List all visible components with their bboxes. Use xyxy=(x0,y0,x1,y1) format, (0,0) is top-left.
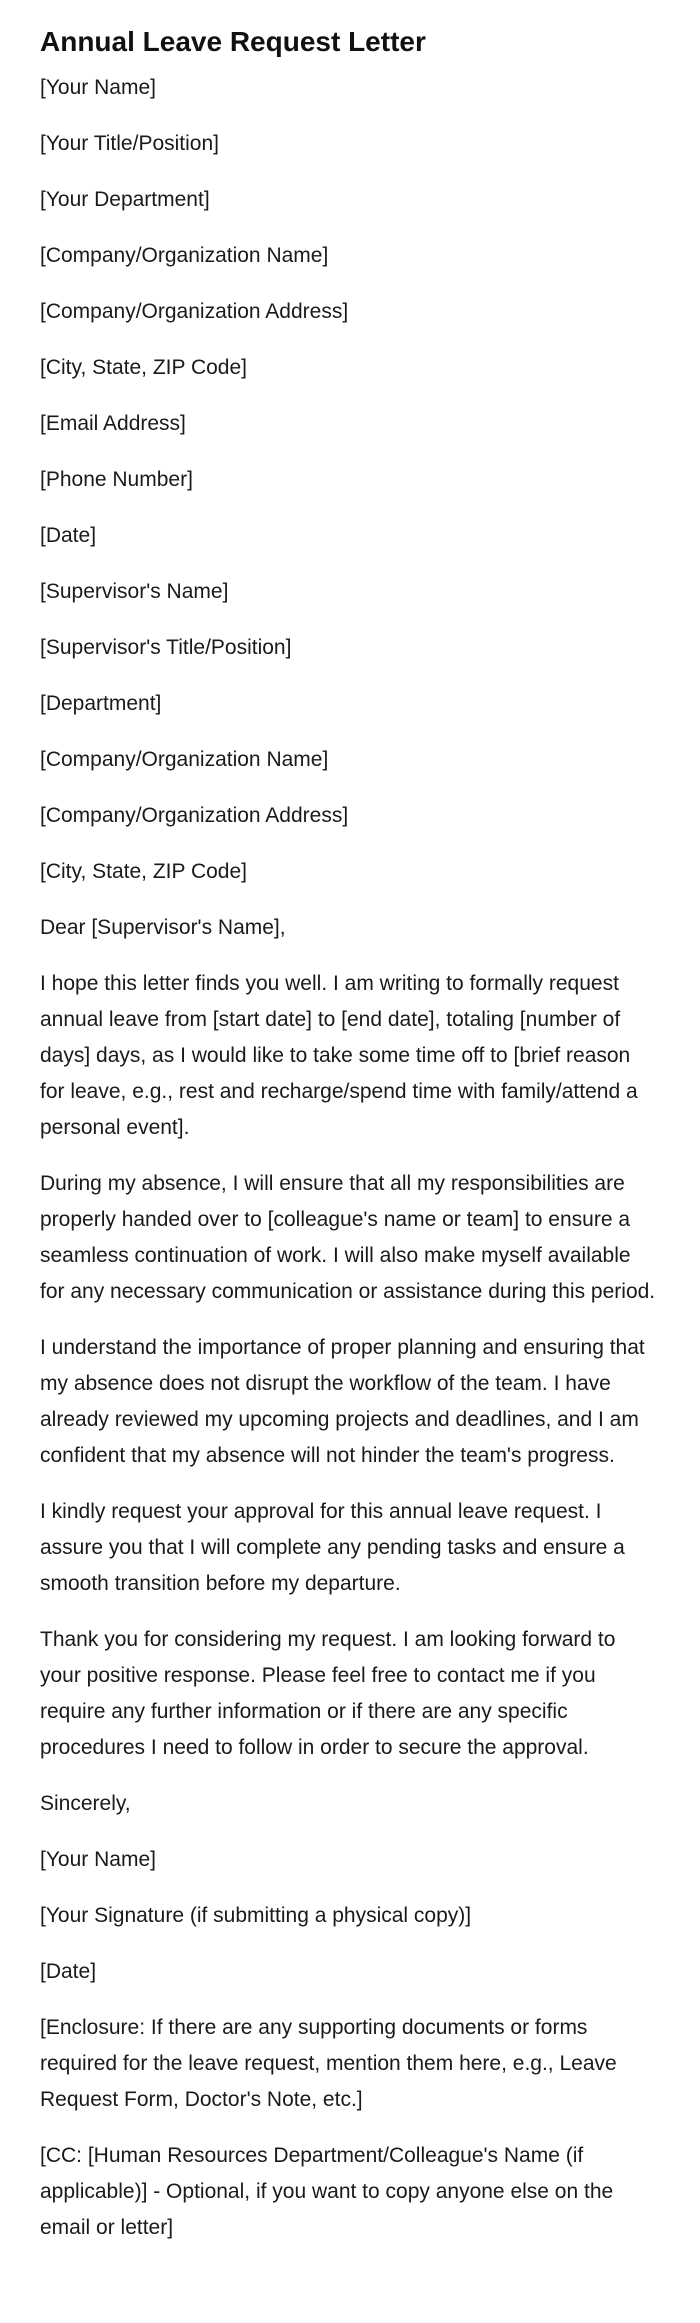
recipient-department: [Department] xyxy=(40,692,162,715)
sender-company: [Company/Organization Name] xyxy=(40,244,329,267)
page-title: Annual Leave Request Letter xyxy=(40,26,426,57)
valediction: Sincerely, xyxy=(40,1792,131,1815)
closing-name: [Your Name] xyxy=(40,1848,156,1871)
sender-title: [Your Title/Position] xyxy=(40,132,219,155)
body-paragraph: Thank you for considering my request. I am looking forward to your positive response. Please feel free to contact me if you require any further information or if there are any specific procedures I need to follow in order to secure the approval. xyxy=(40,1628,616,1759)
body-paragraph: During my absence, I will ensure that all my responsibilities are properly handed over to [colleague's name or team] to ensure a seamless continuation of work. I will also make myself available for any necessary communication or assistance during this period. xyxy=(40,1172,656,1303)
signature-placeholder: [Your Signature (if submitting a physical copy)] xyxy=(40,1904,472,1927)
sender-name: [Your Name] xyxy=(40,76,156,99)
recipient-block xyxy=(40,574,660,890)
sender-phone: [Phone Number] xyxy=(40,468,193,491)
recipient-address: [Company/Organization Address] xyxy=(40,804,349,827)
sender-block xyxy=(40,70,660,498)
sender-city: [City, State, ZIP Code] xyxy=(40,356,247,379)
enclosure-note: [Enclosure: If there are any supporting documents or forms required for the leave request, mention them here, e.g., Leave Request Form, Doctor's Note, etc.] xyxy=(40,2016,617,2111)
letter-date: [Date] xyxy=(40,524,97,547)
cc-note: [CC: [Human Resources Department/Colleague's Name (if applicable)] - Optional, if you want to copy anyone else on the email or letter] xyxy=(40,2144,614,2239)
body-paragraph: I kindly request your approval for this annual leave request. I assure you that I will complete any pending tasks and ensure a smooth transition before my departure. xyxy=(40,1500,625,1595)
sender-email: [Email Address] xyxy=(40,412,186,435)
closing-date: [Date] xyxy=(40,1960,97,1983)
recipient-title: [Supervisor's Title/Position] xyxy=(40,636,292,659)
recipient-company: [Company/Organization Name] xyxy=(40,748,329,771)
letter-body xyxy=(40,966,660,1766)
recipient-name: [Supervisor's Name] xyxy=(40,580,229,603)
recipient-city: [City, State, ZIP Code] xyxy=(40,860,247,883)
body-paragraph: I understand the importance of proper planning and ensuring that my absence does not disrupt the workflow of the team. I have already reviewed my upcoming projects and deadlines, and I am confident that my absence will not hinder the team's progress. xyxy=(40,1336,645,1467)
closing-block xyxy=(40,1786,660,1990)
sender-address: [Company/Organization Address] xyxy=(40,300,349,323)
body-paragraph: I hope this letter finds you well. I am writing to formally request annual leave from [start date] to [end date], totaling [number of days] days, as I would like to take some time off to [brief reason for leave, e.g., rest and recharge/spend time with family/attend a personal event]. xyxy=(40,972,638,1139)
sender-department: [Your Department] xyxy=(40,188,210,211)
salutation: Dear [Supervisor's Name], xyxy=(40,916,286,939)
